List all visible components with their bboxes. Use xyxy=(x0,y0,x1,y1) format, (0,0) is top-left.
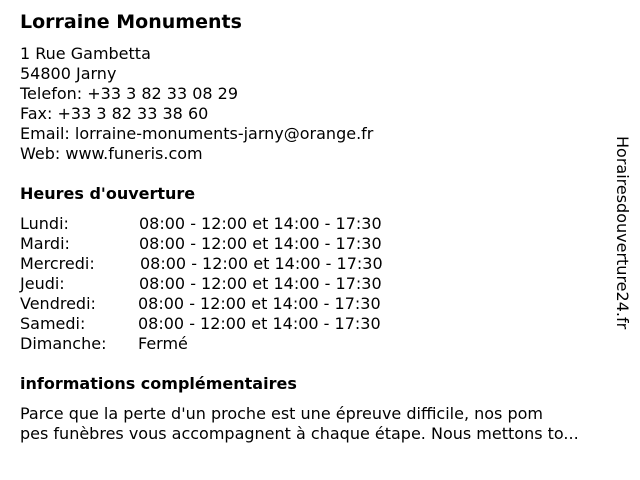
phone-number[interactable]: Telefon: +33 3 82 33 08 29 xyxy=(20,84,239,103)
email-address[interactable]: Email: lorraine-monuments-jarny@orange.fr xyxy=(20,124,374,143)
hours-value: 08:00 - 12:00 et 14:00 - 17:30 xyxy=(139,214,382,233)
info-line: Parce que la perte d'un proche est une épreuve difficile, nos pom xyxy=(20,404,544,423)
day-label: Jeudi: xyxy=(20,274,65,293)
contact-block xyxy=(20,44,373,164)
fax-number: Fax: +33 3 82 33 38 60 xyxy=(20,104,209,123)
hours-value: 08:00 - 12:00 et 14:00 - 17:30 xyxy=(138,314,381,333)
additional-info-text xyxy=(20,404,630,444)
day-label: Dimanche: xyxy=(20,334,107,353)
day-label: Samedi: xyxy=(20,314,86,333)
hours-value: 08:00 - 12:00 et 14:00 - 17:30 xyxy=(138,294,381,313)
day-label: Lundi: xyxy=(20,214,69,233)
day-label: Vendredi: xyxy=(20,294,96,313)
address-street: 1 Rue Gambetta xyxy=(20,44,151,63)
additional-info-heading: informations complémentaires xyxy=(20,374,297,393)
site-watermark: Horairesdouverture24.fr xyxy=(613,136,632,330)
hours-value: 08:00 - 12:00 et 14:00 - 17:30 xyxy=(139,274,382,293)
info-line: pes funèbres vous accompagnent à chaque étape. Nous mettons to... xyxy=(20,424,579,443)
day-label: Mercredi: xyxy=(20,254,95,273)
website-link[interactable]: Web: www.funeris.com xyxy=(20,144,203,163)
hours-value: Fermé xyxy=(138,334,188,353)
hours-value: 08:00 - 12:00 et 14:00 - 17:30 xyxy=(140,254,383,273)
hours-value: 08:00 - 12:00 et 14:00 - 17:30 xyxy=(139,234,382,253)
day-label: Mardi: xyxy=(20,234,70,253)
business-name: Lorraine Monuments xyxy=(20,11,242,33)
address-city: 54800 Jarny xyxy=(20,64,117,83)
opening-hours-heading: Heures d'ouverture xyxy=(20,184,196,203)
